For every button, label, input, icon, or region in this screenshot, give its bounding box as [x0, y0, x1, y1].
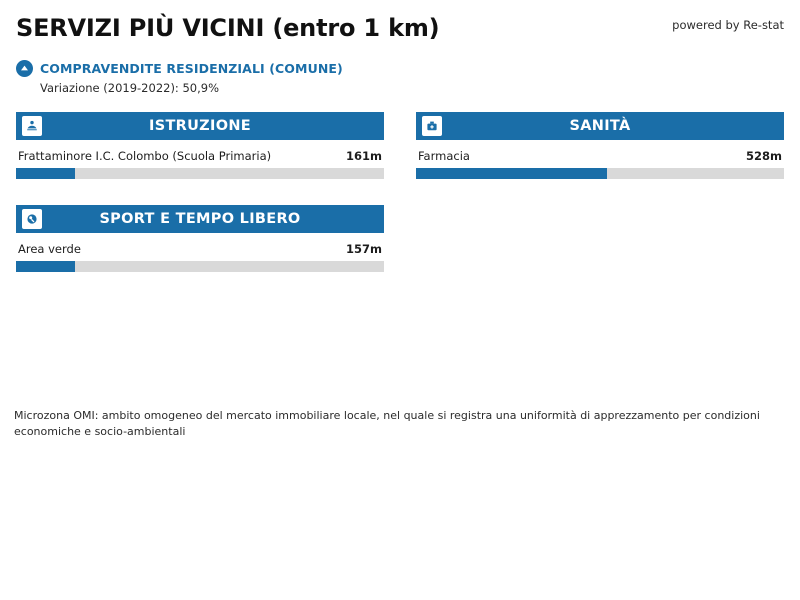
card-title: ISTRUZIONE [149, 118, 251, 134]
progress-track [416, 168, 784, 179]
list-item [16, 242, 384, 256]
card-header [416, 112, 784, 140]
item-distance: 161m [346, 149, 382, 163]
card-row [16, 205, 784, 272]
progress-fill [16, 168, 75, 179]
variation-label: Variazione (2019-2022): 50,9% [40, 81, 219, 95]
section-subtitle [16, 60, 343, 95]
card-row [16, 112, 784, 179]
powered-by-label: powered by Re-stat [672, 18, 784, 32]
card-istruzione [16, 112, 384, 179]
cards-container [16, 112, 784, 298]
item-label: Farmacia [418, 149, 470, 163]
school-icon [22, 116, 42, 136]
footnote: Microzona OMI: ambito omogeneo del mercato immobiliare locale, nel quale si registra una uniformità di apprezzamento per condizioni economiche e socio-ambientali [14, 409, 760, 438]
list-item [16, 149, 384, 163]
card-sanita [416, 112, 784, 179]
subtitle-label: COMPRAVENDITE RESIDENZIALI (COMUNE) [40, 61, 343, 76]
item-label: Frattaminore I.C. Colombo (Scuola Primaria) [18, 149, 272, 163]
progress-track [16, 168, 384, 179]
list-item [416, 149, 784, 163]
card-header [16, 112, 384, 140]
progress-track [16, 261, 384, 272]
item-distance: 528m [746, 149, 782, 163]
sport-icon [22, 209, 42, 229]
progress-fill [16, 261, 75, 272]
page-title: SERVIZI PIÙ VICINI (entro 1 km) [16, 14, 440, 42]
arrow-up-circle-icon [16, 60, 33, 77]
card-sport-e-tempo-libero [16, 205, 384, 272]
page-header [16, 0, 784, 48]
subtitle-row [16, 60, 343, 77]
progress-fill [416, 168, 607, 179]
card-header [16, 205, 384, 233]
item-label: Area verde [18, 242, 81, 256]
item-distance: 157m [346, 242, 382, 256]
pharmacy-icon [422, 116, 442, 136]
card-title: SPORT E TEMPO LIBERO [99, 211, 301, 227]
card-title: SANITÀ [569, 118, 631, 134]
